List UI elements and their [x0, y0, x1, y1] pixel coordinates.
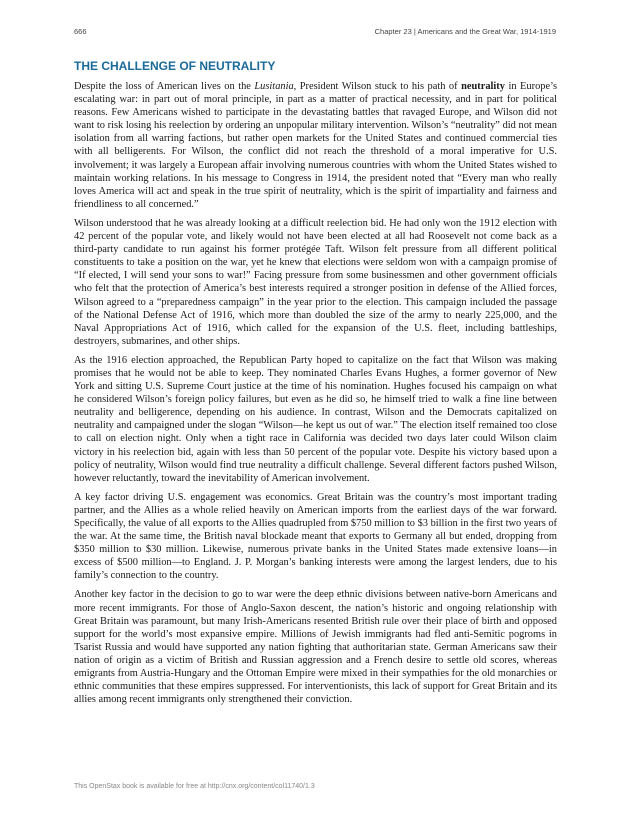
- paragraph-1: [74, 80, 557, 211]
- paragraph-1-part-a: Despite the loss of American lives on the: [74, 81, 255, 92]
- paragraph-1-part-c: , President Wilson stuck to his path of: [293, 81, 462, 92]
- page-number: 666: [74, 27, 87, 36]
- paragraph-5: Another key factor in the decision to go to war were the deep ethnic divisions between native-born Americans and more recent immigrants. For those of Anglo-Saxon descent, the nation’s historic and ongoing relationship with Great Britain was paramount, but many Irish-Americans resented British rule over their place of birth and opposed support for the world’s most expansive empire. Millions of Jewish immigrants had fled anti-Semitic pogroms in Tsarist Russia and would have supported any nation fighting that authoritarian state. German Americans saw their nation of origin as a victim of British and Russian aggression and a French desire to settle old scores, whereas emigrants from Austria-Hungary and the Ottoman Empire were mixed in their sympathies for the old monarchies or ethnic communities that these empires suppressed. For interventionists, this lack of support for Great Britain and its allies among recent immigrants only strengthened their conviction.: [74, 589, 557, 706]
- page-footer: This OpenStax book is available for free at http://cnx.org/content/col11740/1.3: [74, 783, 315, 790]
- paragraph-2: Wilson understood that he was already looking at a difficult reelection bid. He had only won the 1912 election with 42 percent of the popular vote, and likely would not have been elected at all had Roosevelt not come back as a third-party candidate to run against his former protégée Taft. Wilson felt pressure from all different political constituents to take a position on the war, yet he knew that elections were seldom won with a campaign promise of “If elected, I will send your sons to war!” Facing pressure from some businessmen and other government officials who felt that the protection of America’s best interests required a stronger position in defense of the Allied forces, Wilson agreed to a “preparedness campaign” in the year prior to the election. This campaign included the passage of the National Defense Act of 1916, which more than doubled the size of the army to nearly 225,000, and the Naval Appropriations Act of 1916, which called for the expansion of the U.S. fleet, including battleships, destroyers, submarines, and other ships.: [74, 217, 557, 347]
- paragraph-4: A key factor driving U.S. engagement was economics. Great Britain was the country’s most important trading partner, and the Allies as a whole relied heavily on American imports from the earliest days of the war forward. Specifically, the value of all exports to the Allies quadrupled from $750 million to $3 billion in the first two years of the war. At the same time, the British naval blockade meant that exports to Germany all but ended, dropping from $350 million to $30 million. Likewise, numerous private banks in the United States made extensive loans—in excess of $500 million—to England. J. P. Morgan’s banking interests were among the largest lenders, due to his family’s connection to the country.: [74, 491, 557, 582]
- section-title: THE CHALLENGE OF NEUTRALITY: [74, 59, 276, 73]
- paragraph-3: As the 1916 election approached, the Republican Party hoped to capitalize on the fact that Wilson was making promises that he would not be able to keep. They nominated Charles Evans Hughes, a former governor of New York and sitting U.S. Supreme Court justice at the time of his nomination. Hughes focused his campaign on what he considered Wilson’s foreign policy failures, but even as he did so, he himself tried to walk a fine line between neutrality and belligerence, depending on his audience. In contrast, Wilson and the Democrats capitalized on neutrality and campaigned under the slogan “Wilson—he kept us out of war.” The election itself remained too close to call on election night. Only when a tight race in California was decided two days later could Wilson claim victory in his reelection bid, again with less than 50 percent of the popular vote. Despite his victory based upon a policy of neutrality, Wilson would find true neutrality a difficult challenge. Several different factors pushed Wilson, however reluctantly, toward the inevitability of American involvement.: [74, 354, 557, 484]
- running-header: [74, 27, 556, 36]
- paragraph-1-part-e: in Europe’s escalating war: in part out of moral principle, in part as a matter of practical necessity, and in part for political reasons. Few Americans wished to participate in the devastating battles that ravaged Europe, and Wilson did not want to risk losing his reelection by ordering an unpopular military intervention. Wilson’s “neutrality” did not mean isolation from all warring factions, but rather open markets for the United States and continued commercial ties with all belligerents. For Wilson, the conflict did not reach the threshold of a moral imperative for U.S. involvement; it was largely a European affair involving numerous countries with whom the United States wished to maintain working relations. In his message to Congress in 1914, the president noted that “Every man who really loves America will act and speak in the true spirit of neutrality, which is the spirit of impartiality and fairness and friendliness to all concerned.”: [74, 81, 557, 210]
- body-text: [74, 80, 557, 712]
- chapter-title: Chapter 23 | Americans and the Great War, 1914-1919: [374, 27, 556, 36]
- ship-name: Lusitania: [254, 81, 294, 92]
- key-term-neutrality: neutrality: [461, 81, 505, 92]
